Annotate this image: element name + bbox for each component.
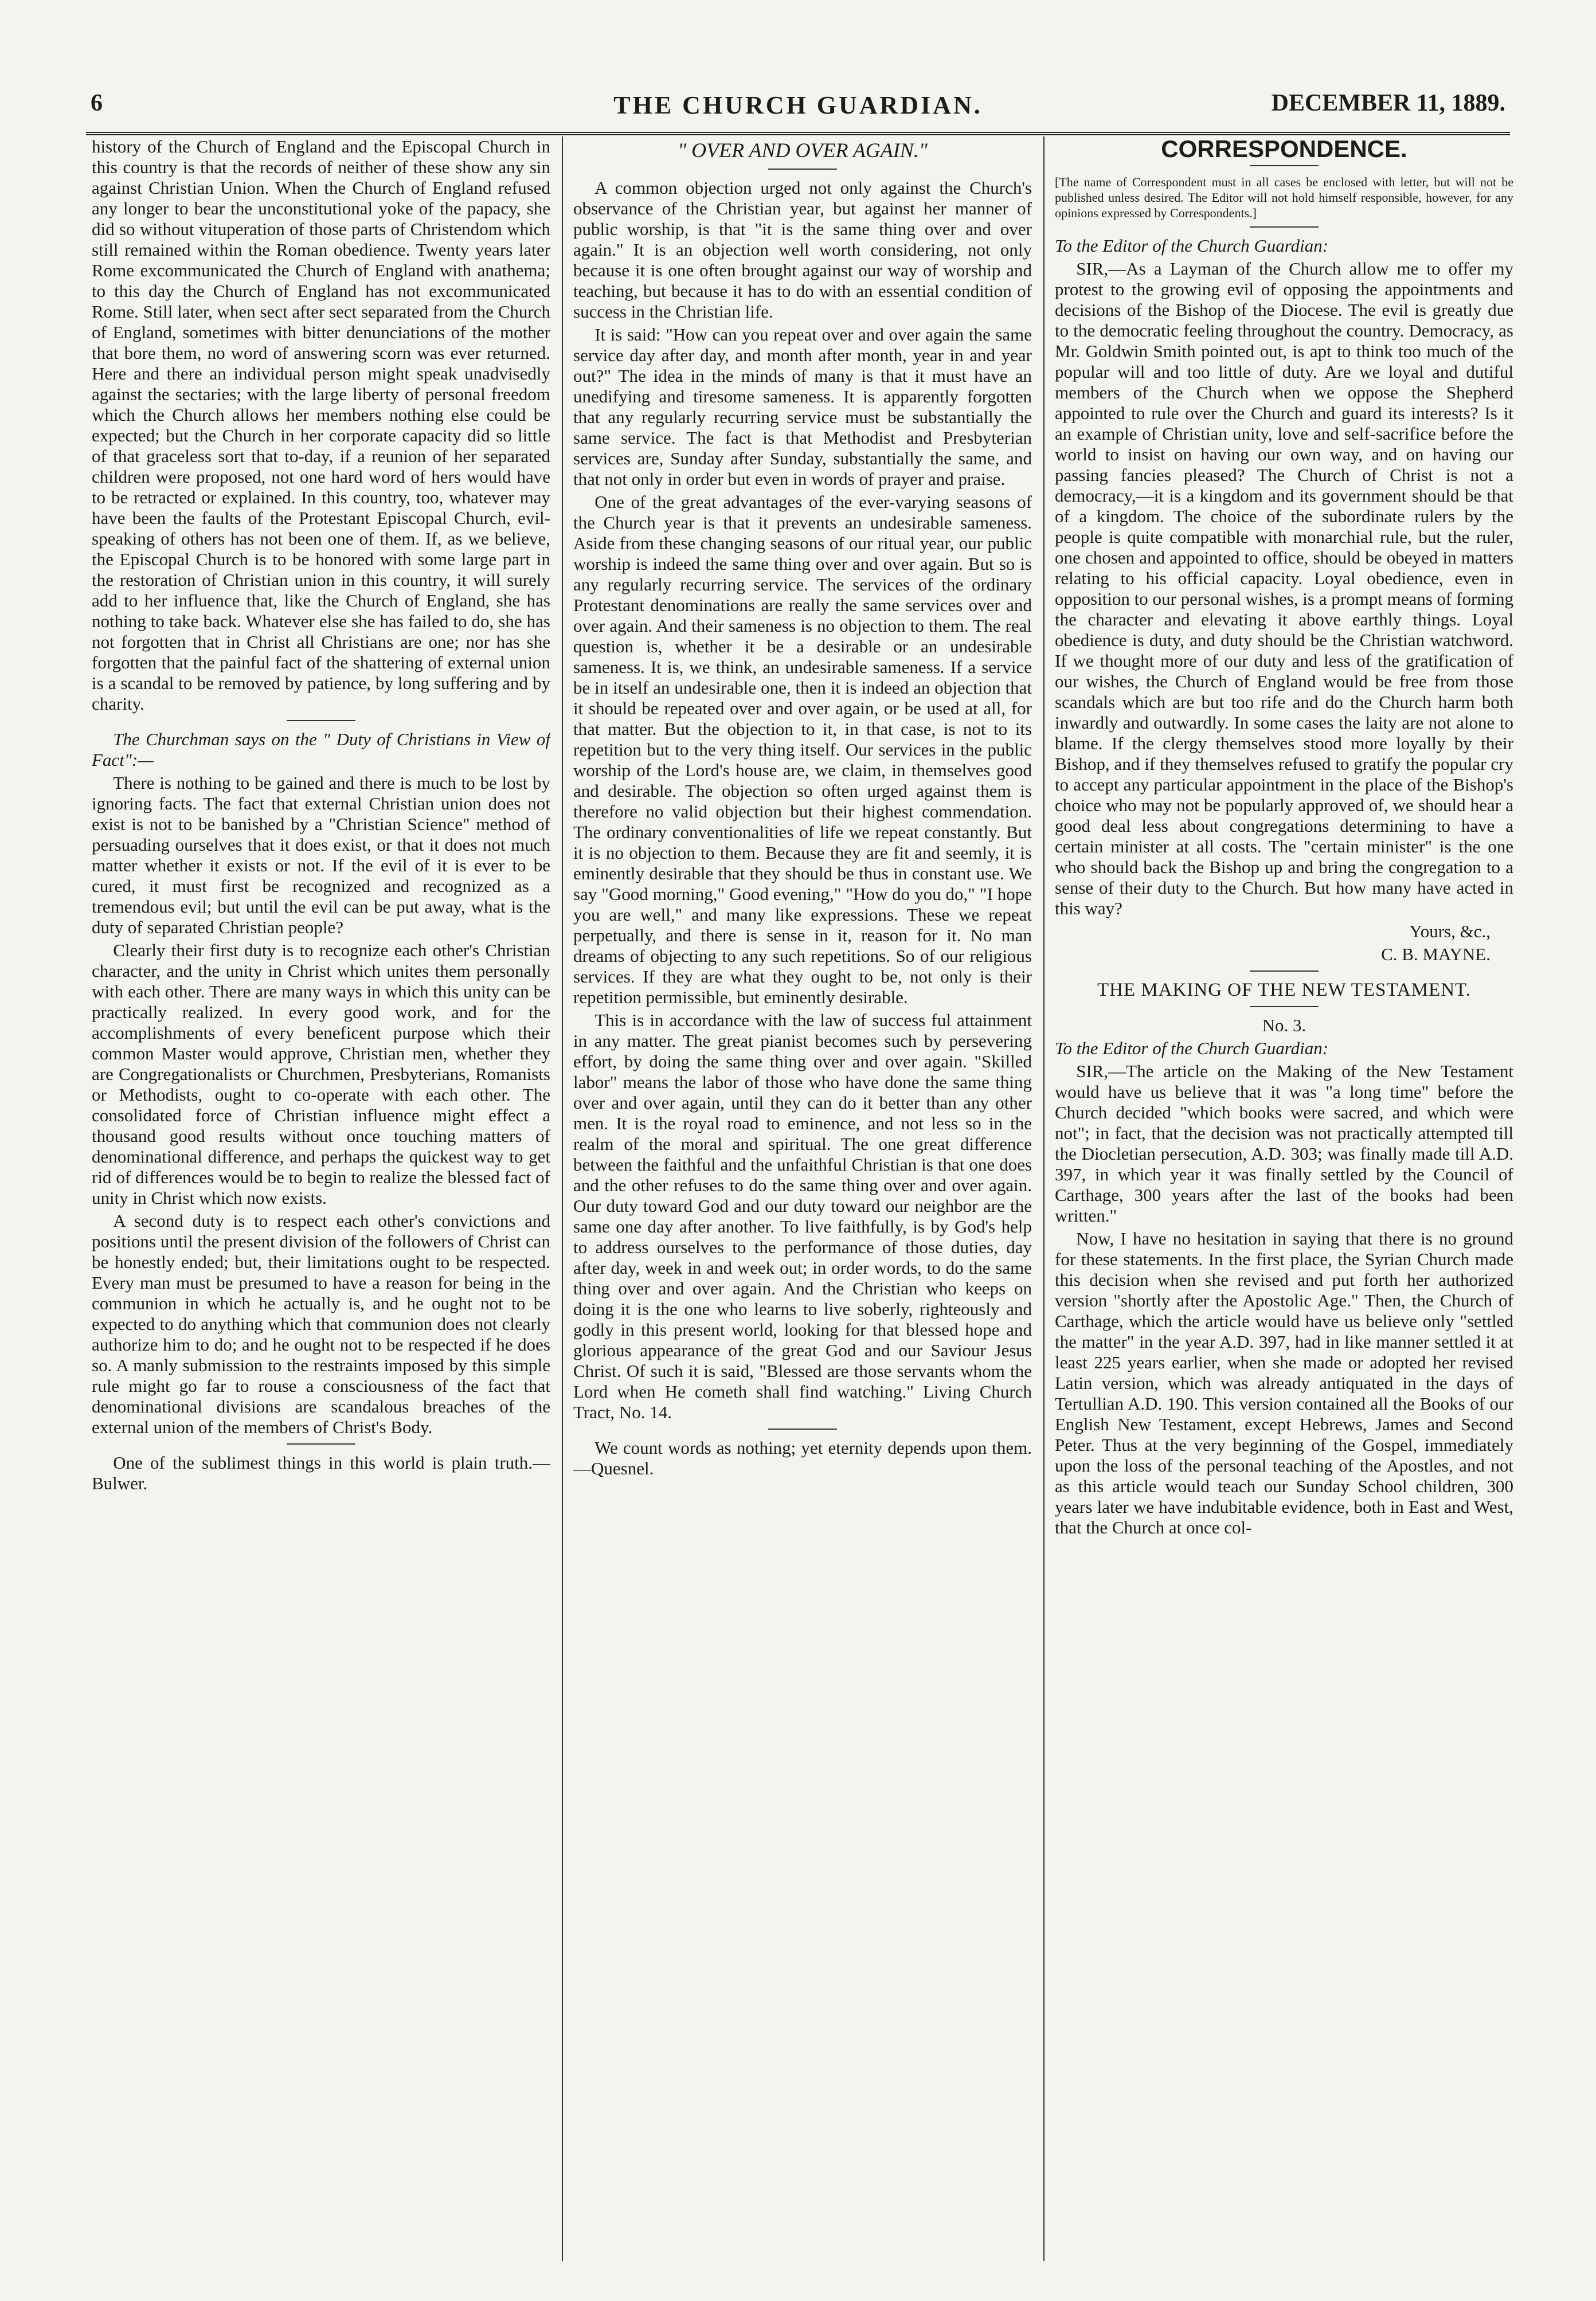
page-header <box>86 86 1510 135</box>
section-divider <box>1250 165 1319 166</box>
article-paragraph: A common objection urged not only against the Church's observance of the Christian year, but against her manner of public worship, is that "it is the same thing over and over again." It is an objection well worth considering, not only because it is one often brought against our way of worship and teaching, but because it has to do with an essential condition of success in the Christian life. <box>573 178 1032 322</box>
section-divider <box>1250 1006 1319 1007</box>
article-intro: The Churchman says on the " Duty of Christians in View of Fact":— <box>92 729 550 770</box>
article-heading: " OVER AND OVER AGAIN." <box>678 139 928 162</box>
article-paragraph: history of the Church of England and the Episcopal Church in this country is that the records of neither of these show any sin against Christian Union. When the Church of England refused any longer to bear the unconstitutional yoke of the papacy, she did so without vituperation of those parts of Christendom which still remained within the Roman obedience. Twenty years later Rome excommunicated the Church of England with anathema; to this day the Church of England has not excommunicated Rome. Still later, when sect after sect separated from the Church of England, sometimes with bitter denunciations of the mother that bore them, no word of answering scorn was ever returned. Here and there an individual person might speak unadvisedly against the sectaries; with the large liberty of personal freedom which the Church allows her members nothing else could be expected; but the Church in her corporate capacity did so little of that graceless sort that to-day, if a reunion of her separated children were proposed, not one hard word of hers would have to be retracted or explained. In this country, too, whatever may have been the faults of the Protestant Episcopal Church, evil-speaking of others has not been one of them. If, as we believe, the Episcopal Church is to be honored with some large part in the restoration of Christian union in this country, it will surely add to her influence that, like the Church of England, she has nothing to take back. Whatever else she has failed to do, she has not forgotten that in Christ all Christians are one; nor has she forgotten that the painful fact of the shattering of external union is a scandal to be removed by patience, by long suffering and by charity. <box>92 136 550 714</box>
letter-salutation: To the Editor of the Church Guardian: <box>1055 236 1329 256</box>
column-divider <box>1043 136 1045 2261</box>
editorial-notice: [The name of Correspondent must in all cases be enclosed with letter, but will not be published unless desired. The Editor will not hold himself responsible, however, for any opinions expressed by Correspondents.] <box>1055 175 1513 220</box>
letter-salutation: To the Editor of the Church Guardian: <box>1055 1038 1329 1058</box>
article-paragraph: There is nothing to be gained and there is much to be lost by ignoring facts. The fact that external Christian union does not exist is not to be banished by a "Christian Science" method of persuading ourselves that it does exist, or that it does not much matter whether it exists or not. If the evil of it is ever to be cured, it must first be recognized and recognized as a tremendous evil; but until the evil can be put away, what is the duty of separated Christian people? <box>92 773 550 937</box>
issue-date: DECEMBER 11, 1889. <box>1271 90 1505 116</box>
page-number: 6 <box>91 90 103 116</box>
letter-number: No. 3. <box>1262 1015 1306 1035</box>
article-paragraph: A second duty is to respect each other's convictions and positions until the present division of the followers of Christ can be honestly ended; but, their limitations ought to be respected. Every man must be presumed to have a reason for being in the communion in which he actually is, and he ought not to be expected to do anything which that communion does not clearly authorize him to do; and he ought not to be respected if he does so. A manly submission to the restraints imposed by this simple rule might go far to rouse a consciousness of the fact that denominational divisions are scandalous breaches of the external union of the members of Christ's Body. <box>92 1211 550 1437</box>
section-divider <box>287 1443 355 1445</box>
section-heading: CORRESPONDENCE. <box>1161 136 1407 162</box>
section-divider <box>287 720 355 721</box>
column-divider <box>562 136 563 2261</box>
closing-quote: We count words as nothing; yet eternity depends upon them.—Quesnel. <box>573 1438 1032 1478</box>
subsection-heading: THE MAKING OF THE NEW TESTAMENT. <box>1097 980 1472 1000</box>
column-right <box>1055 136 1513 2261</box>
article-paragraph: One of the great advantages of the ever-varying seasons of the Church year is that it prevents an undesirable sameness. Aside from these changing seasons of our ritual year, our public worship is indeed the same thing over and over again. But so is any regularly recurring service. The services of the ordinary Protestant denominations are really the same services over and over again. And their sameness is no objection to them. The real question is, whether it be a desirable or an undesirable sameness. It is, we think, an undesirable sameness. If a service be in itself an undesirable one, then it is indeed an objection that it should be repeated over and over again, or be used at all, for that matter. But the objection to it, in that case, is not to its repetition but to the very thing itself. Our services in the public worship of the Lord's house are, we claim, in themselves good and desirable. The objection so often urged against them is therefore no valid objection but their highest commendation. The ordinary conventionalities of life we repeat constantly. But it is no objection to them. Because they are fit and seemly, it is eminently desirable that they should be thus in constant use. We say "Good morning," Good evening," "How do you do," "I hope you are well," and many like expressions. These we repeat perpetually, and there is sense in it, reason for it. No man dreams of objecting to any such repetitions. So of our religious services. If they are what they ought to be, not only is their repetition permissible, but eminently desirable. <box>573 492 1032 1007</box>
section-divider <box>768 169 837 170</box>
column-middle <box>573 136 1032 2261</box>
section-divider <box>1250 971 1319 972</box>
column-left <box>92 136 550 2261</box>
letter-paragraph: Now, I have no hesitation in saying that there is no ground for these statements. In the first place, the Syrian Church made this decision when she revised and put forth her authorized version "shortly after the Apostolic Age." Then, the Church of Carthage, which the article would have us believe only "settled the matter" in the year A.D. 397, had in like manner settled it at least 225 years earlier, when she made or adopted her revised Latin version, which was already antiquated in the days of Tertullian A.D. 190. This version contained all the Books of our English New Testament, except Hebrews, James and Second Peter. Thus at the very beginning of the Gospel, immediately upon the loss of the personal teaching of the Apostles, and not as this article would teach our Sunday School children, 300 years later we have indubitable evidence, both in East and West, that the Church at once col- <box>1055 1228 1513 1537</box>
letter-signature: C. B. MAYNE. <box>1381 944 1491 964</box>
article-paragraph: It is said: "How can you repeat over and over again the same service day after day, and month after month, year in and year out?" The idea in the minds of many is that it must have an unedifying and tiresome sameness. It is apparently forgotten that any regularly recurring service must be substantially the same service. The fact is that Methodist and Presbyterian services are, Sunday after Sunday, substantially the same, and that not only in order but even in words of prayer and praise. <box>573 324 1032 489</box>
article-paragraph: This is in accordance with the law of success ful attainment in any matter. The great pianist becomes such by persevering effort, by doing the same thing over and over again. "Skilled labor" means the labor of those who have done the same thing over and over again, until they can do it better than any other men. It is the royal road to eminence, and not less so in the realm of the moral and spiritual. The one great difference between the faithful and the unfaithful Christian is that one does and the other refuses to do the same thing over and over again. Our duty toward God and our duty toward our neighbor are the same one day after another. To live faithfully, is by God's help to address ourselves to the performance of those duties, day after day, week in and week out; in order words, to do the same thing over and over again. And the Christian who keeps on doing it is the one who learns to live soberly, righteously and godly in this present world, looking for that blessed hope and glorious appearance of the great God and our Saviour Jesus Christ. Of such it is said, "Blessed are those servants whom the Lord when He cometh shall find watching." Living Church Tract, No. 14. <box>573 1010 1032 1422</box>
section-divider <box>768 1429 837 1430</box>
letter-paragraph: SIR,—As a Layman of the Church allow me to offer my protest to the growing evil of opposing the appointments and decisions of the Bishop of the Diocese. The evil is greatly due to the democratic feeling throughout the country. Democracy, as Mr. Goldwin Smith pointed out, is apt to think too much of the popular will and too little of duty. Are we loyal and dutiful members of the Church when we oppose the Shepherd appointed to rule over the Church and guard its interests? Is it an example of Christian unity, love and self-sacrifice before the world to insist on having our own way, and on having our passing fancies pleased? The Church of Christ is not a democracy,—it is a kingdom and its government should be that of a kingdom. The choice of the subordinate rulers by the people is quite compatible with monarchial rule, but the ruler, one chosen and appointed to office, should be obeyed in matters relating to his official capacity. Loyal obedience, even in opposition to our personal wishes, is a prompt means of forming the character and elevating it above earthly things. Loyal obedience is duty, and duty should be the Christian watchword. If we thought more of our duty and less of the gratification of our wishes, the Church of England would be free from those scandals which are but too rife and do the Church harm both inwardly and outwardly. In some cases the laity are not alone to blame. If the clergy themselves stood more loyally by their Bishop, and if they themselves refused to gratify the popular cry to accept any particular appointment in the place of the Bishop's choice who may not be popularly approved of, we should hear a good deal less about congregations determining to have a certain minister at all costs. The "certain minister" is the one who should back the Bishop up and bring the congregation to a sense of their duty to the Church. But how many have acted in this way? <box>1055 259 1513 918</box>
letter-paragraph: SIR,—The article on the Making of the New Testament would have us believe that it was "a long time" before the Church decided "which books were sacred, and which were not"; in fact, that the decision was not practically attempted till the Diocletian persecution, A.D. 303; was finally made till A.D. 397, in which year it was finally settled by the Council of Carthage, 300 years after the last of the books had been written." <box>1055 1061 1513 1226</box>
section-divider <box>1250 226 1319 228</box>
closing-quote: One of the sublimest things in this world is plain truth.—Bulwer. <box>92 1453 550 1493</box>
masthead-title: THE CHURCH GUARDIAN. <box>613 91 983 119</box>
letter-closing: Yours, &c., <box>1409 921 1491 941</box>
article-paragraph: Clearly their first duty is to recognize each other's Christian character, and the unity in Christ which unites them personally with each other. There are many ways in which this unity can be practically realized. In every good work, and for the accomplishments of every beneficent purpose which their common Master would approve, Christian men, whether they are Congregationalists or Churchmen, Presbyterians, Romanists or Methodists, ought to co-operate with each other. The consolidated force of Christian influence might effect a thousand good results without once touching matters of denominational difference, and perhaps the quickest way to get rid of differences would be to begin to realize the blessed fact of unity in Christ which now exists. <box>92 940 550 1208</box>
